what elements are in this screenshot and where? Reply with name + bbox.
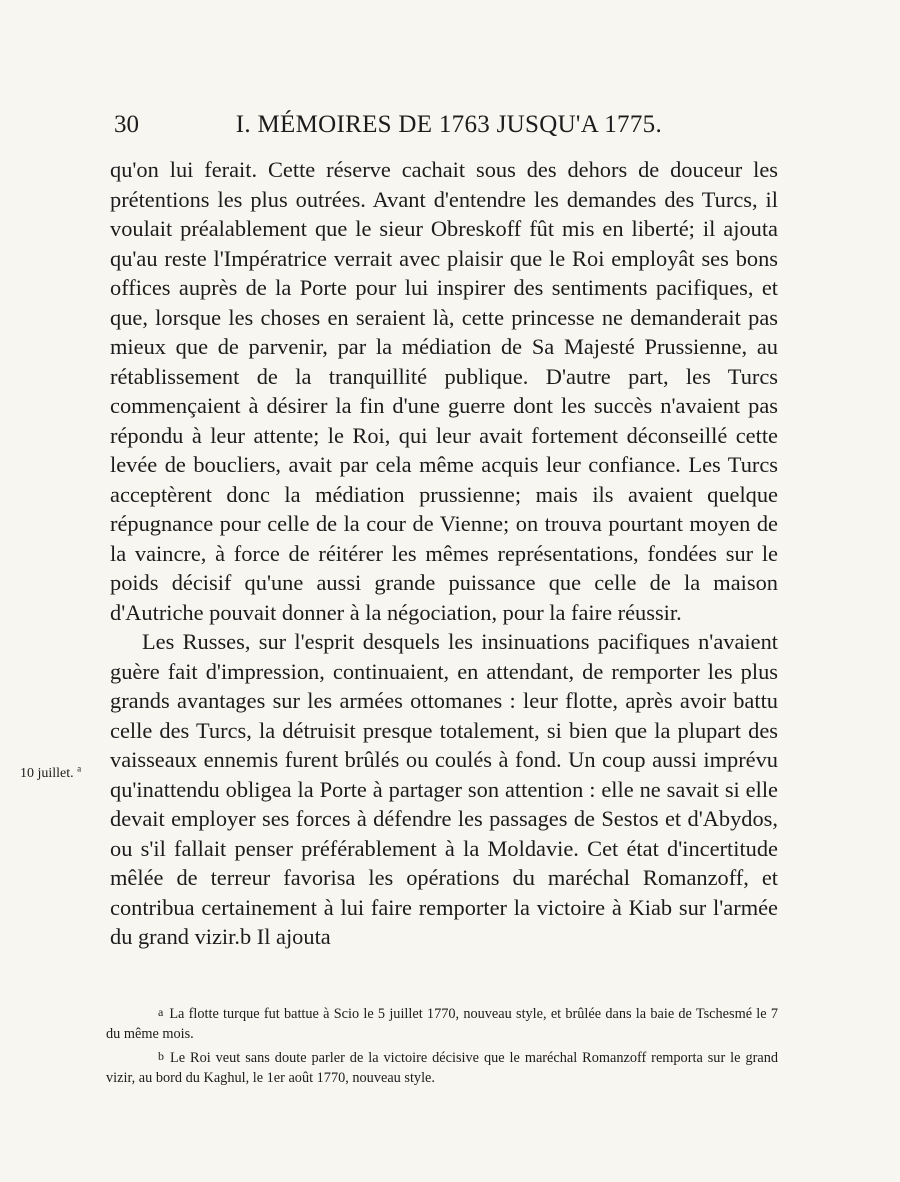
footnote-marker: b xyxy=(158,1049,164,1063)
margin-note xyxy=(20,765,81,783)
page-number: 30 xyxy=(114,111,139,138)
paragraph-2: Les Russes, sur l'esprit desquels les insinuations pacifiques n'avaient guère fait d'impression, continuaient, en attendant, de remporter les plus grands avantages sur les armées ottomanes : leur flotte, après avoir battu celle des Turcs, la détruisit presque totalement, si bien que la plupart des vaisseaux ennemis furent brûlés ou coulés à fond. Un coup aussi imprévu qu'inattendu obligea la Porte à partager son attention : elle ne savait si elle devait employer ses forces à défendre les passages de Sestos et d'Abydos, ou s'il fallait penser préférablement à la Moldavie. Cet état d'incertitude mêlée de terreur favorisa les opérations du maréchal Romanzoff, et contribua certainement à lui faire remporter la victoire à Kiab sur l'armée du grand vizir.b Il ajouta xyxy=(110,629,778,949)
running-head xyxy=(114,108,662,142)
footnote-text: Le Roi veut sans doute parler de la victoire décisive que le maréchal Romanzoff remporta sur le grand vizir, au bord du Kaghul, le 1er août 1770, nouveau style. xyxy=(106,1050,778,1086)
footnotes xyxy=(106,1002,778,1090)
footnote-b xyxy=(106,1046,778,1088)
footnote-a xyxy=(106,1002,778,1044)
margin-note-date: 10 juillet. xyxy=(20,766,74,781)
running-title: I. MÉMOIRES DE 1763 JUSQU'A 1775. xyxy=(235,111,662,138)
footnote-text: La flotte turque fut battue à Scio le 5 juillet 1770, nouveau style, et brûlée dans la baie de Tschesmé le 7 du même mois. xyxy=(106,1006,778,1042)
paragraph-1: qu'on lui ferait. Cette réserve cachait sous des dehors de douceur les prétentions les plus outrées. Avant d'entendre les demandes des Turcs, il voulait préalablement que le sieur Obreskoff fût mis en liberté; il ajouta qu'au reste l'Impératrice verrait avec plaisir que le Roi employât ses bons offices auprès de la Porte pour lui inspirer des sentiments pacifiques, et que, lorsque les choses en seraient là, cette princesse ne demanderait pas mieux que de parvenir, par la médiation de Sa Majesté Prussienne, au rétablissement de la tranquillité publique. D'autre part, les Turcs commençaient à désirer la fin d'une guerre dont les succès n'avaient pas répondu à leur attente; le Roi, qui leur avait fortement déconseillé cette levée de boucliers, avait par cela même acquis leur confiance. Les Turcs acceptèrent donc la médiation prussienne; mais ils avaient quelque répugnance pour celle de la cour de Vienne; on trouva pourtant moyen de la vaincre, à force de réitérer les mêmes représentations, fondées sur le poids décisif qu'une aussi grande puissance que celle de la maison d'Autriche pouvait donner à la négociation, pour la faire réussir. xyxy=(110,157,778,625)
margin-note-marker: a xyxy=(77,763,82,774)
footnote-marker: a xyxy=(158,1005,164,1019)
body-text xyxy=(110,155,778,952)
